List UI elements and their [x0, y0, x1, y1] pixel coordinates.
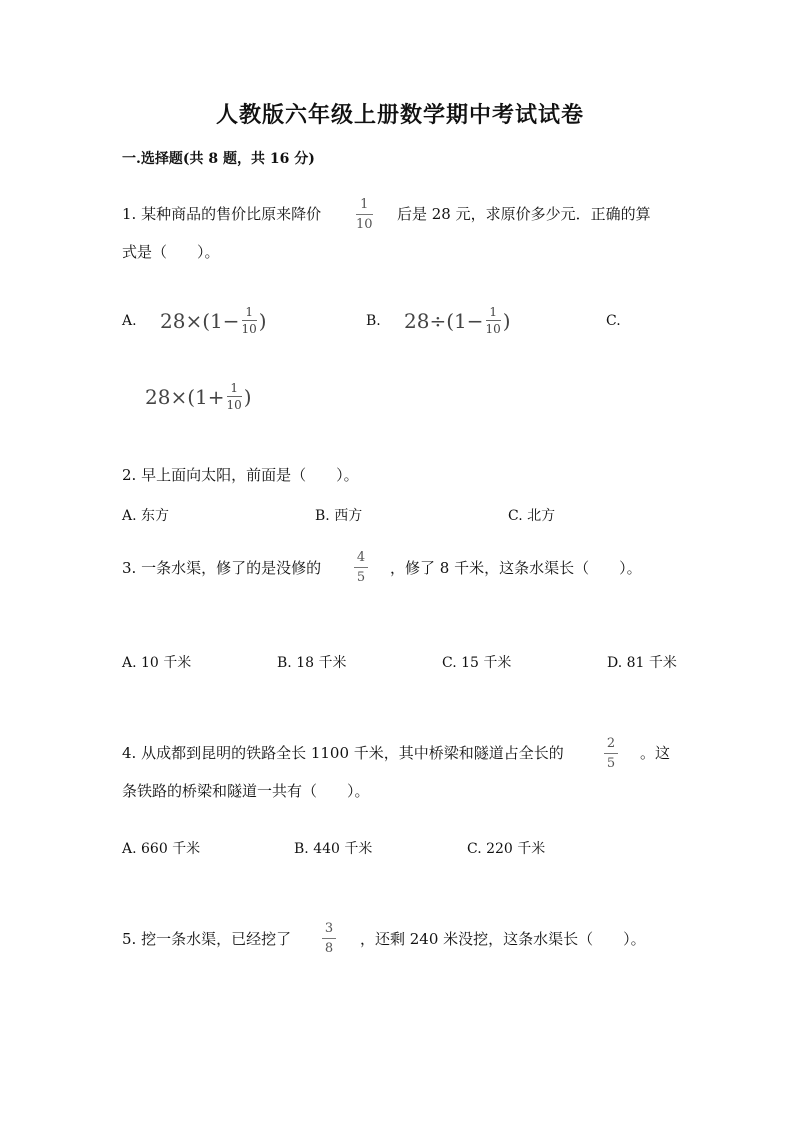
expr-lead: 28×(1− — [160, 308, 240, 333]
q3-text-a: 3. 一条水渠，修了的是没修的 — [122, 559, 322, 577]
q4-fraction — [604, 737, 618, 770]
q3-fraction-denominator: 5 — [356, 570, 366, 585]
q3-option-b: B. 18 千米 — [277, 655, 347, 671]
q1-option-b-expression — [404, 306, 511, 335]
q3-fraction-numerator: 4 — [356, 550, 366, 565]
q5-fraction-numerator: 3 — [324, 921, 334, 936]
fraction-bar — [486, 320, 501, 321]
q1-fraction-denominator: 10 — [356, 217, 373, 232]
section-heading: 一.选择题(共 8 题，共 16 分) — [122, 151, 315, 167]
q5-text-a: 5. 挖一条水渠，已经挖了 — [122, 930, 292, 948]
fraction-bar — [604, 753, 618, 754]
expr-numerator: 1 — [245, 305, 253, 319]
q2-text: 2. 早上面向太阳，前面是（ ）。 — [122, 466, 359, 484]
q1-option-c-expression — [145, 382, 252, 411]
q4-option-b: B. 440 千米 — [294, 841, 373, 857]
expr-denominator: 10 — [485, 322, 501, 336]
q1-text-a: 1. 某种商品的售价比原来降价 — [122, 205, 322, 223]
expr-denominator: 10 — [226, 398, 242, 412]
expr-lead: 28×(1+ — [145, 384, 225, 409]
q3-text-b: ，修了 8 千米，这条水渠长（ ）。 — [390, 559, 642, 577]
expr-tail: ) — [258, 308, 267, 333]
q4-option-a: A. 660 千米 — [122, 841, 201, 857]
expr-numerator: 1 — [230, 381, 238, 395]
q5-text-b: ，还剩 240 米没挖，这条水渠长（ ）。 — [360, 930, 646, 948]
expr-tail: ) — [243, 384, 252, 409]
q1-option-b-label: B. — [366, 313, 381, 329]
q2-option-b: B. 西方 — [315, 508, 363, 524]
page-title: 人教版六年级上册数学期中考试试卷 — [215, 102, 584, 128]
fraction-bar — [242, 320, 257, 321]
q4-fraction-numerator: 2 — [606, 736, 616, 751]
q1-option-c-label: C. — [606, 313, 621, 329]
expr-fraction — [486, 306, 501, 335]
expr-tail: ) — [502, 308, 511, 333]
q3-option-a: A. 10 千米 — [122, 655, 192, 671]
expr-fraction — [227, 382, 242, 411]
expr-numerator: 1 — [489, 305, 497, 319]
expr-lead: 28÷(1− — [404, 308, 484, 333]
q3-option-d: D. 81 千米 — [607, 655, 677, 671]
q4-text-a: 4. 从成都到昆明的铁路全长 1100 千米，其中桥梁和隧道占全长的 — [122, 744, 564, 762]
fraction-bar — [227, 396, 242, 397]
q2-option-c: C. 北方 — [508, 508, 556, 524]
q4-text-b: 。这 — [640, 744, 671, 762]
q4-text-c: 条铁路的桥梁和隧道一共有（ ）。 — [122, 782, 370, 800]
fraction-bar — [322, 938, 336, 939]
q1-text-b: 后是 28 元，求原价多少元．正确的算 — [397, 205, 651, 223]
q5-fraction-denominator: 8 — [324, 941, 334, 956]
q2-option-a: A. 东方 — [122, 508, 170, 524]
q4-option-c: C. 220 千米 — [467, 841, 546, 857]
fraction-bar — [356, 214, 373, 215]
q1-option-a-expression — [160, 306, 267, 335]
q5-fraction — [322, 922, 336, 955]
q1-fraction — [356, 198, 373, 231]
expr-denominator: 10 — [241, 322, 257, 336]
q1-text-c: 式是（ ）。 — [122, 243, 220, 261]
q3-option-c: C. 15 千米 — [442, 655, 512, 671]
q3-fraction — [354, 551, 368, 584]
q1-option-a-label: A. — [122, 313, 137, 329]
fraction-bar — [354, 567, 368, 568]
q1-fraction-numerator: 1 — [360, 197, 369, 212]
expr-fraction — [242, 306, 257, 335]
q4-fraction-denominator: 5 — [606, 756, 616, 771]
